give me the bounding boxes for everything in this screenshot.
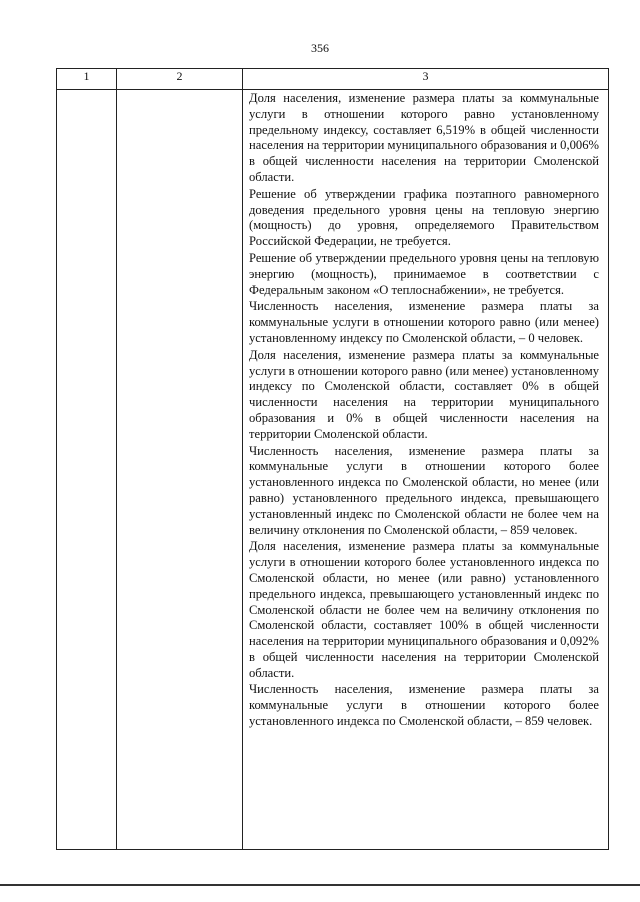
cell-column-1: [57, 90, 117, 850]
paragraph: Доля населения, изменение размера платы за коммунальные услуги в отношении которого равно (или менее) установленному индексу по Смоленской области, составляет 0% в общей численности населения на территории муниципального образования и 0% в общей численности населения на территории Смоленской области.: [249, 347, 599, 441]
page-number: 356: [311, 41, 329, 55]
paragraph: Доля населения, изменение размера платы за коммунальные услуги в отношении которого более установленного индекса по Смоленской области, но менее (или равно) установленного предельного индекса, превышающего установленный индекс по Смоленской области не более чем на величину отклонения по Смоленской области, составляет 100% в общей численности населения на территории муниципального образования и 0,092% в общей численности населения на территории Смоленской области.: [249, 539, 599, 680]
page-bottom-rule: [0, 884, 640, 886]
document-table: [56, 68, 609, 850]
column-header-1: 1: [57, 69, 117, 90]
paragraph: Численность населения, изменение размера платы за коммунальные услуги в отношении которого более установленного индекса по Смоленской области, – 859 человек.: [249, 682, 599, 729]
table-header-row: [57, 69, 609, 90]
paragraph: Решение об утверждении графика поэтапного равномерного доведения предельного уровня цены на тепловую энергию (мощность) до уровня, определяемого Правительством Российской Федерации, не требуется.: [249, 186, 599, 249]
column-header-3: 3: [243, 69, 609, 90]
table-row: [57, 90, 609, 850]
paragraph: Решение об утверждении предельного уровня цены на тепловую энергию (мощность), принимаемое в соответствии с Федеральным законом «О теплоснабжении», не требуется.: [249, 250, 599, 297]
cell-column-2: [117, 90, 243, 850]
paragraph: Численность населения, изменение размера платы за коммунальные услуги в отношении которого равно (или менее) установленному индексу по Смоленской области, – 0 человек.: [249, 299, 599, 345]
cell-column-3: [243, 90, 609, 850]
paragraph: Численность населения, изменение размера платы за коммунальные услуги в отношении которого более установленного индекса по Смоленской области, но менее (или равно) установленного предельного индекса, превышающего установленный индекс по Смоленской области не более чем на величину отклонения по Смоленской области, – 859 человек.: [249, 443, 599, 537]
paragraph: Доля населения, изменение размера платы за коммунальные услуги в отношении которого равно установленному предельному индексу, составляет 6,519% в общей численности населения на территории муниципального образования и 0,006% в общей численности населения на территории Смоленской области.: [249, 91, 599, 184]
column-header-2: 2: [117, 69, 243, 90]
